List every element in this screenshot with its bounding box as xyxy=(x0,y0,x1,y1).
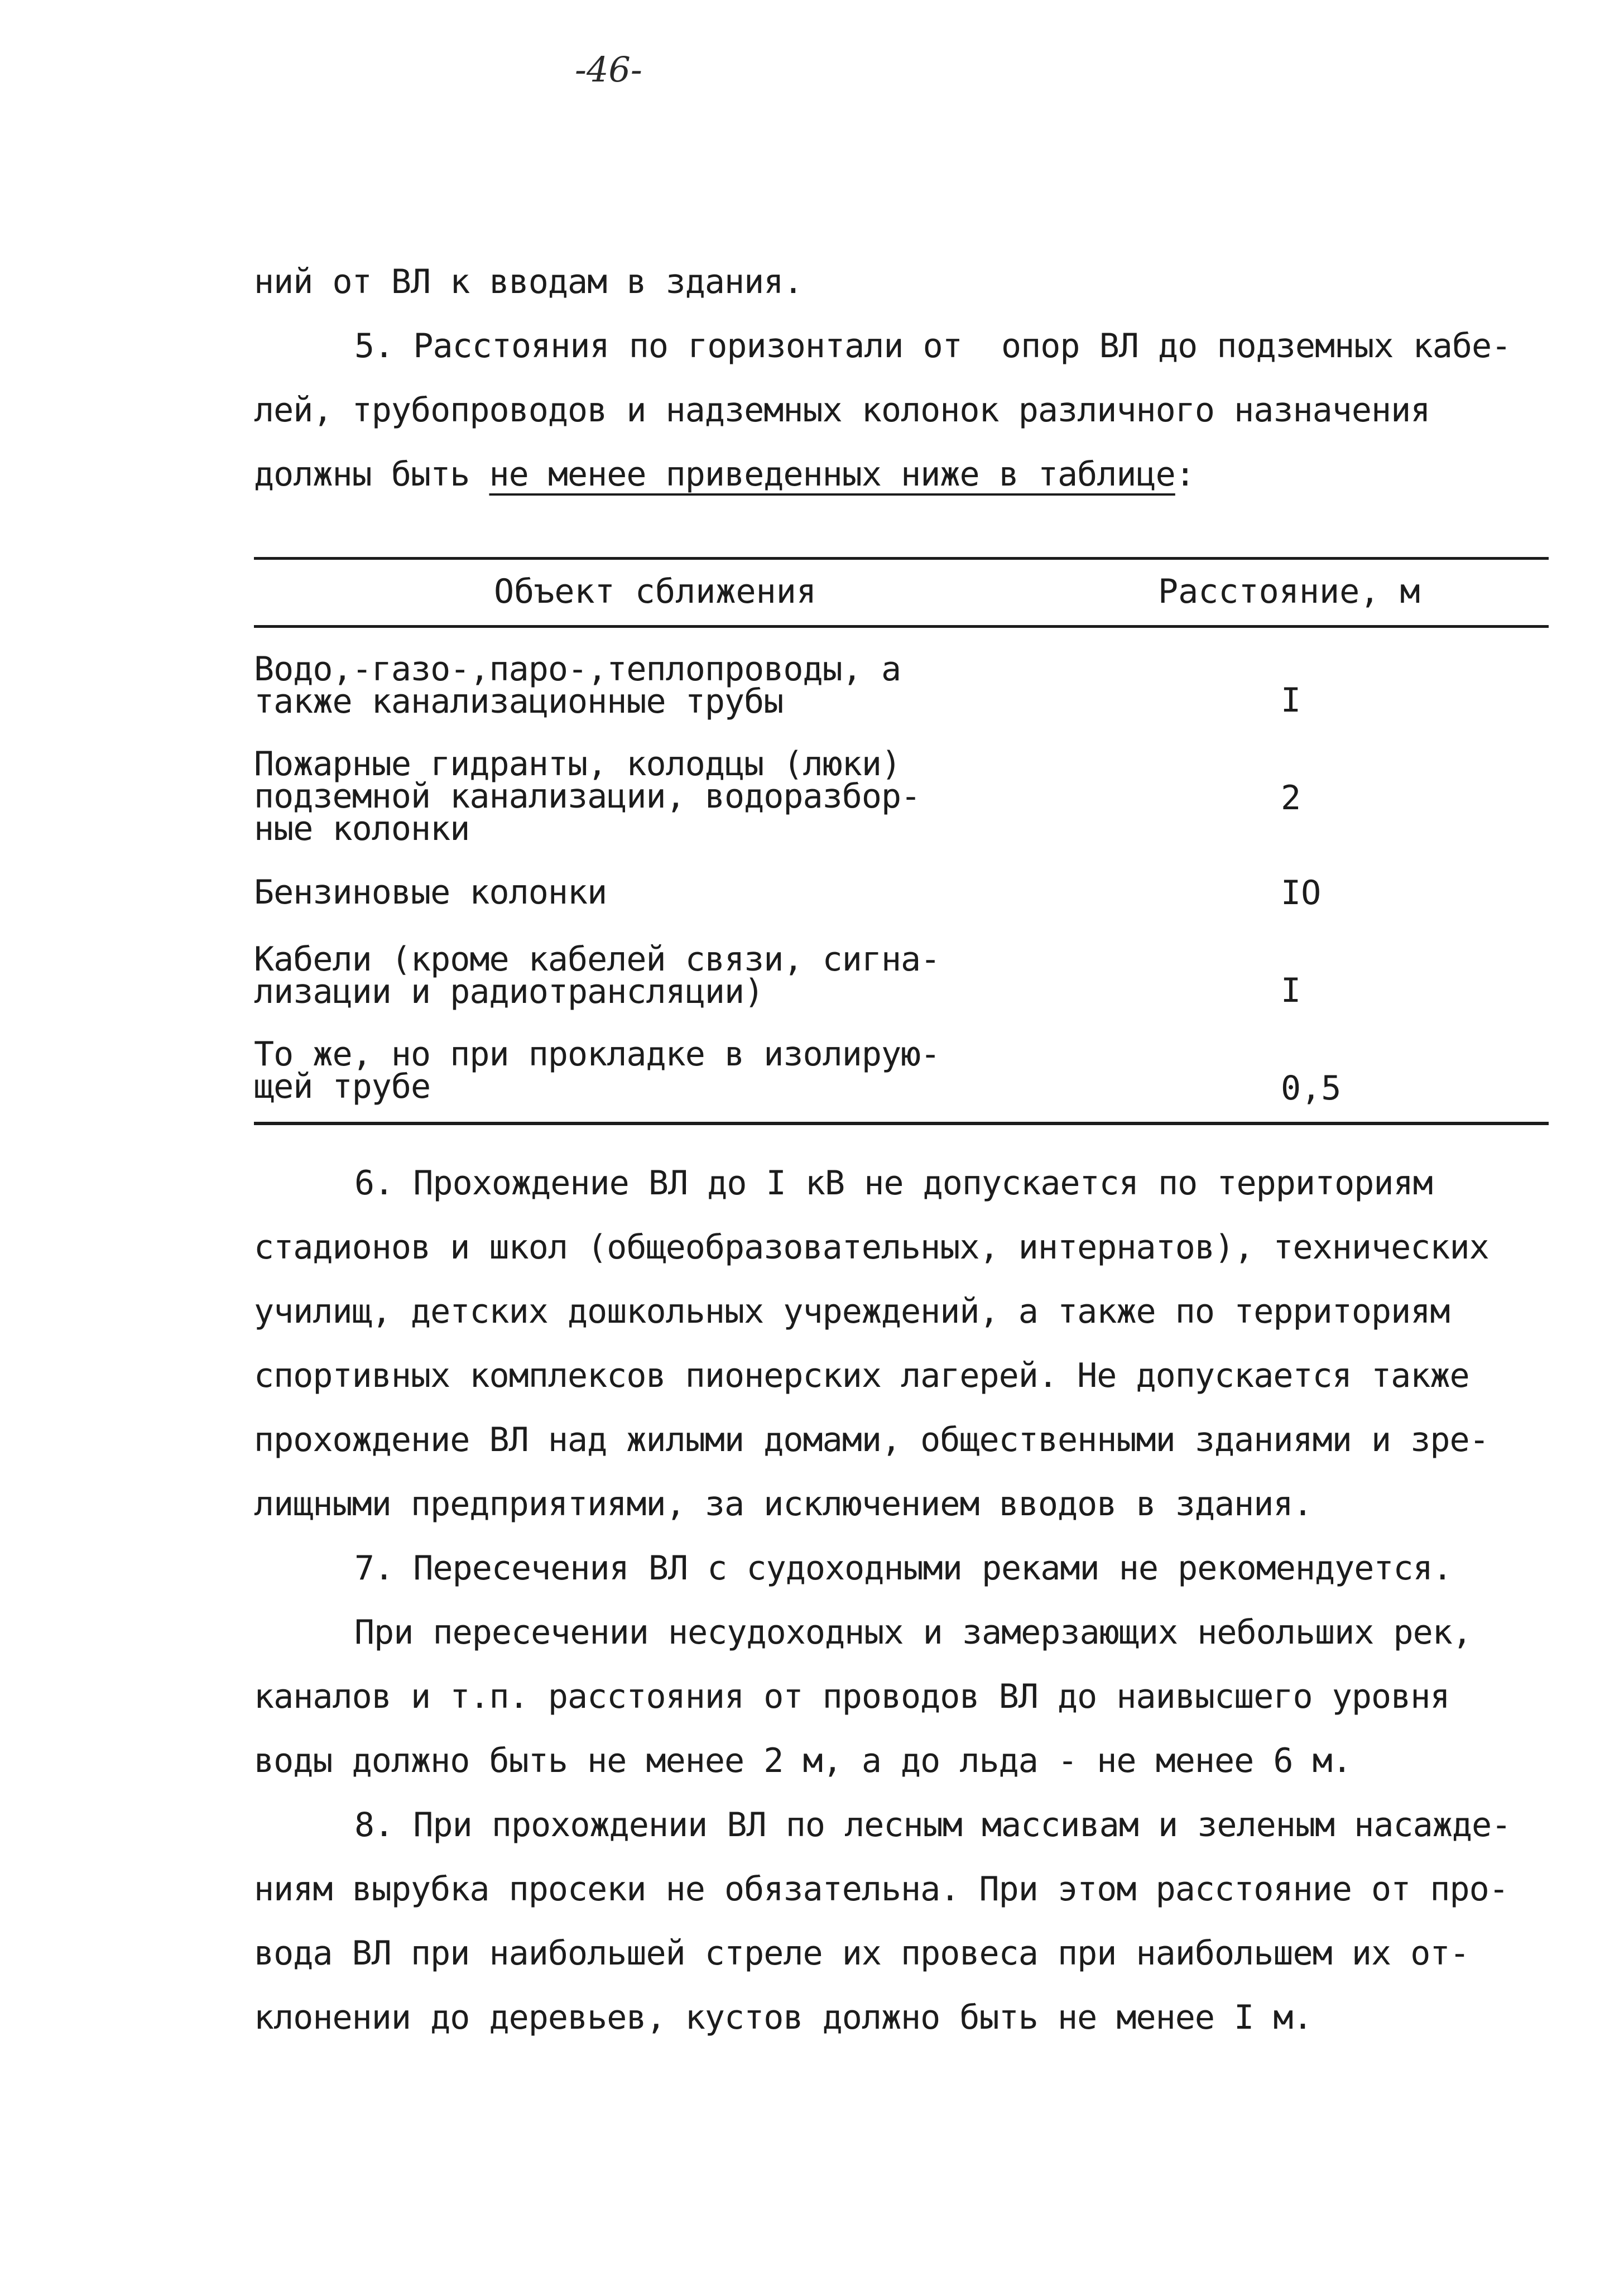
p8-line-1: 8. При прохождении ВЛ по лесным массивам и зеленым насажде- xyxy=(354,1805,1511,1845)
p6-line-6: лищными предприятиями, за исключением вводов в здания. xyxy=(254,1485,1313,1524)
p6-line-2: стадионов и школ (общеобразовательных, интернатов), технических xyxy=(254,1228,1489,1267)
p6-line-5: прохождение ВЛ над жилыми домами, общественными зданиями и зре- xyxy=(254,1420,1489,1459)
p8-line-4: клонении до деревьев, кустов должно быть не менее I м. xyxy=(254,1998,1313,2037)
row-2-line-2: подземной канализации, водоразбор- xyxy=(254,777,921,816)
header-bottom-rule xyxy=(254,625,1549,628)
row-4-line-1: Кабели (кроме кабелей связи, сигна- xyxy=(254,940,940,979)
p7-line-2: При пересечении несудоходных и замерзающих небольших рек, xyxy=(354,1613,1472,1652)
row-1-line-1: Водо,-газо-,паро-,теплопроводы, а xyxy=(254,650,901,689)
p5-line-3-end: : xyxy=(1175,455,1195,494)
p8-line-3: вода ВЛ при наибольшей стреле их провеса при наибольшем их от- xyxy=(254,1934,1469,1973)
row-2-line-3: ные колонки xyxy=(254,809,470,848)
p6-line-4: спортивных комплексов пионерских лагерей. Не допускается также xyxy=(254,1356,1469,1395)
row-5-line-2: щей трубе xyxy=(254,1067,431,1106)
row-3-value: IO xyxy=(1281,873,1322,912)
page-number: -46- xyxy=(575,49,642,90)
p8-line-2: ниям вырубка просеки не обязательна. При этом расстояние от про- xyxy=(254,1870,1508,1909)
row-2-value: 2 xyxy=(1281,779,1301,818)
p5-line-3 xyxy=(254,455,1195,494)
row-4-value: I xyxy=(1281,971,1301,1010)
p7-line-1: 7. Пересечения ВЛ с судоходными реками не рекомендуется. xyxy=(354,1549,1452,1588)
row-4-line-2: лизации и радиотрансляции) xyxy=(254,972,764,1011)
p5-underlined-phrase: не менее приведенных ниже в таблице xyxy=(489,455,1175,494)
row-2-line-1: Пожарные гидранты, колодцы (люки) xyxy=(254,745,901,784)
table-top-rule xyxy=(254,557,1549,560)
p6-line-1: 6. Прохождение ВЛ до I кВ не допускается по территориям xyxy=(354,1164,1433,1203)
table-bottom-rule xyxy=(254,1122,1549,1125)
p5-line-3-start: должны быть xyxy=(254,455,489,494)
p5-line-1: 5. Расстояния по горизонтали от опор ВЛ до подземных кабе- xyxy=(354,326,1511,366)
intro-line: ний от ВЛ к вводам в здания. xyxy=(254,262,803,301)
row-3-line-1: Бензиновые колонки xyxy=(254,873,607,912)
p6-line-3: училищ, детских дошкольных учреждений, а также по территориям xyxy=(254,1292,1450,1331)
row-1-value: I xyxy=(1281,681,1301,720)
header-object: Объект сближения xyxy=(494,572,816,611)
p5-line-2: лей, трубопроводов и надземных колонок различного назначения xyxy=(254,391,1430,430)
row-5-line-1: То же, но при прокладке в изолирую- xyxy=(254,1035,940,1074)
p7-line-3: каналов и т.п. расстояния от проводов ВЛ до наивысшего уровня xyxy=(254,1677,1450,1716)
row-1-line-2: также канализационные трубы xyxy=(254,682,784,721)
p7-line-4: воды должно быть не менее 2 м, а до льда - не менее 6 м. xyxy=(254,1741,1352,1780)
header-distance: Расстояние, м xyxy=(1158,572,1420,611)
row-5-value: 0,5 xyxy=(1281,1069,1342,1108)
